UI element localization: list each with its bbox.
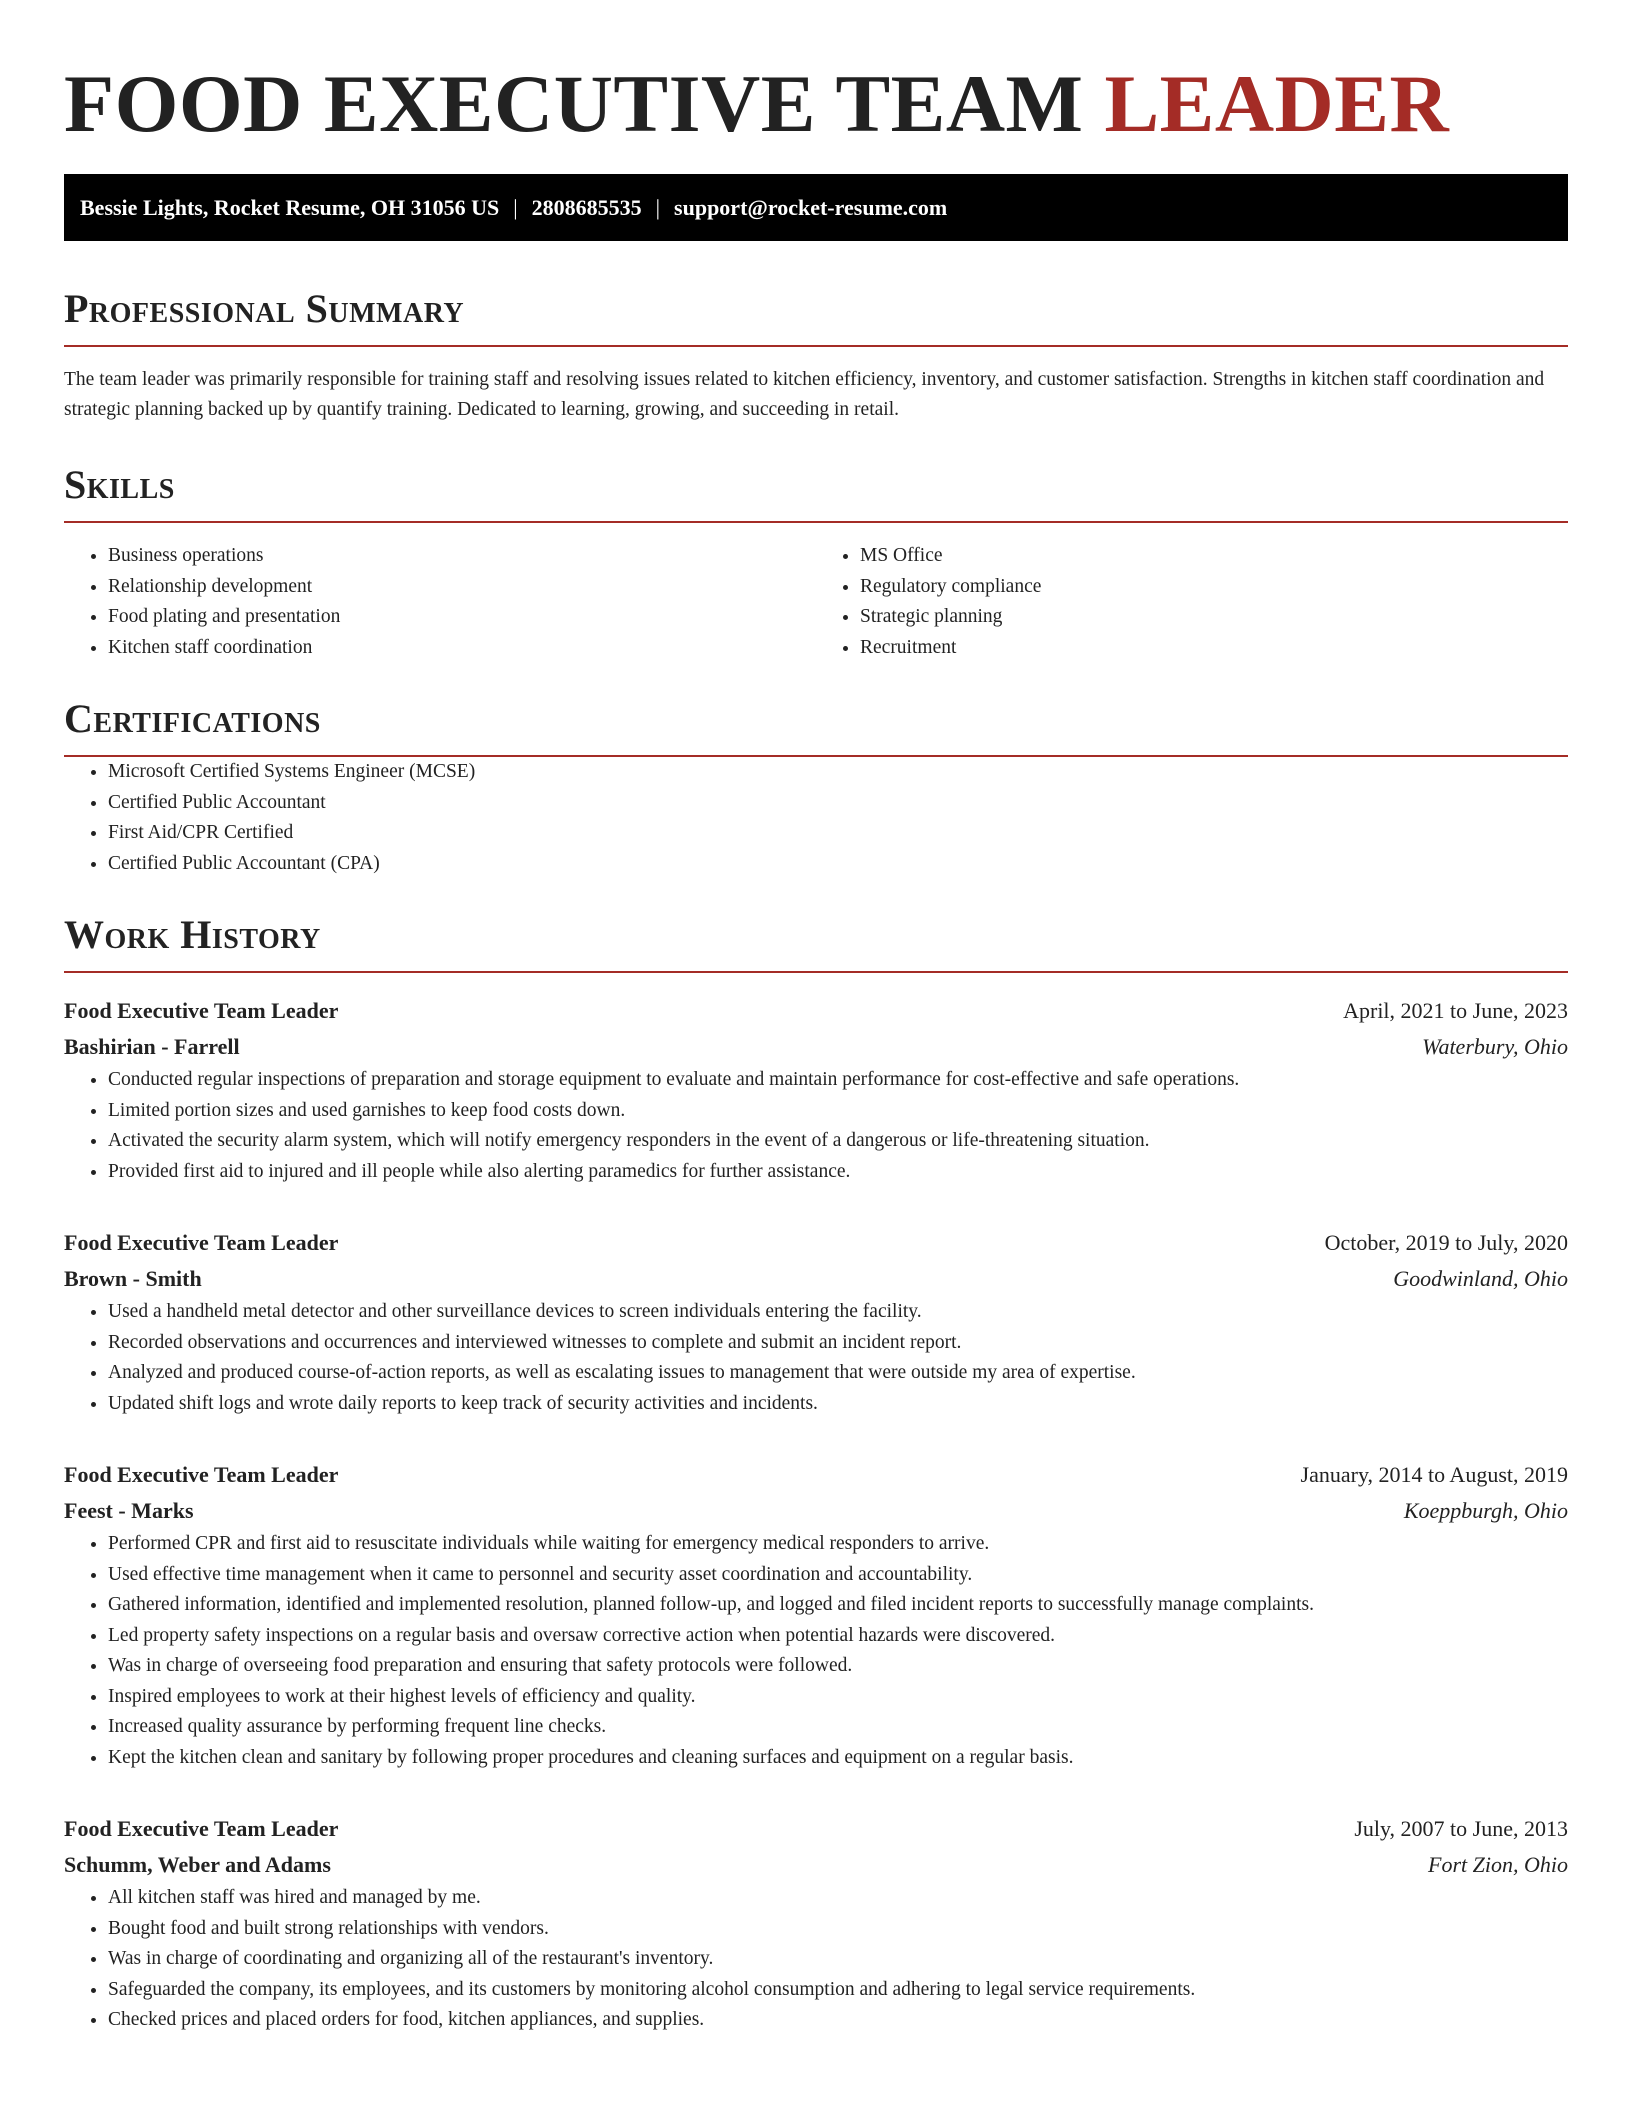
- skill-item: • Regulatory compliance: [860, 572, 1568, 603]
- job-bullet: • Performed CPR and first aid to resuscitate individuals while waiting for emergency medical responders to arrive.: [108, 1529, 1568, 1560]
- skill-item: • MS Office: [860, 541, 1568, 572]
- job-entry: [64, 993, 1568, 1187]
- job-dates: April, 2021 to June, 2023: [1343, 998, 1568, 1023]
- skill-item: • Recruitment: [860, 633, 1568, 664]
- job-entry: [64, 1457, 1568, 1773]
- job-bullet: • Increased quality assurance by performing frequent line checks.: [108, 1712, 1568, 1743]
- certifications-heading: Certifications: [64, 696, 321, 741]
- job-bullet: • Analyzed and produced course-of-action reports, as well as escalating issues to management that were outside my area of expertise.: [108, 1358, 1568, 1389]
- job-bullet: • Used effective time management when it came to personnel and security asset coordination and accountability.: [108, 1560, 1568, 1591]
- job-bullets: [64, 1297, 1568, 1419]
- job-bullet: • Conducted regular inspections of preparation and storage equipment to evaluate and maintain performance for cost-effective and safe operations.: [108, 1065, 1568, 1096]
- job-company-row: [64, 1493, 1568, 1529]
- job-title-row: [64, 1457, 1568, 1493]
- section-divider: [64, 521, 1568, 523]
- skill-item: • Kitchen staff coordination: [108, 633, 816, 664]
- name-accent: LEADER: [1104, 58, 1450, 149]
- job-bullet: • Bought food and built strong relationships with vendors.: [108, 1914, 1568, 1945]
- skills-columns: [64, 541, 1568, 663]
- contact-email: support@rocket-resume.com: [674, 194, 948, 220]
- job-bullet: • All kitchen staff was hired and managed by me.: [108, 1883, 1568, 1914]
- summary-text: The team leader was primarily responsible for training staff and resolving issues related to kitchen efficiency, inventory, and customer satisfaction. Strengths in kitchen staff coordination and strategic planning backed up by quantify training. Dedicated to learning, growing, and succeeding in retail.: [64, 369, 1545, 420]
- job-title: Food Executive Team Leader: [64, 998, 339, 1023]
- contact-separator: |: [655, 194, 661, 220]
- section-divider: [64, 345, 1568, 347]
- skill-item: • Food plating and presentation: [108, 602, 816, 633]
- job-bullet: • Updated shift logs and wrote daily reports to keep track of security activities and incidents.: [108, 1389, 1568, 1420]
- certification-item: • Microsoft Certified Systems Engineer (MCSE): [108, 757, 1568, 788]
- job-entry: [64, 1225, 1568, 1419]
- skill-item: • Strategic planning: [860, 602, 1568, 633]
- job-bullet: • Checked prices and placed orders for food, kitchen appliances, and supplies.: [108, 2005, 1568, 2036]
- job-title: Food Executive Team Leader: [64, 1816, 339, 1841]
- job-bullets: [64, 1883, 1568, 2036]
- job-bullet: • Recorded observations and occurrences and interviewed witnesses to complete and submit an incident report.: [108, 1328, 1568, 1359]
- certification-item: • Certified Public Accountant: [108, 788, 1568, 819]
- job-title: Food Executive Team Leader: [64, 1230, 339, 1255]
- job-bullet: • Provided first aid to injured and ill people while also alerting paramedics for further assistance.: [108, 1157, 1568, 1188]
- skills-list-left: [64, 541, 816, 663]
- job-company-row: [64, 1029, 1568, 1065]
- job-bullet: • Was in charge of overseeing food preparation and ensuring that safety protocols were followed.: [108, 1651, 1568, 1682]
- job-bullet: • Safeguarded the company, its employees, and its customers by monitoring alcohol consumption and adhering to legal service requirements.: [108, 1975, 1568, 2006]
- contact-phone: 2808685535: [531, 194, 642, 220]
- job-company: Bashirian - Farrell: [64, 1034, 240, 1059]
- job-location: Koeppburgh, Ohio: [1403, 1498, 1568, 1523]
- job-location: Waterbury, Ohio: [1422, 1034, 1568, 1059]
- summary-heading: Professional Summary: [64, 286, 465, 331]
- certification-item: • Certified Public Accountant (CPA): [108, 849, 1568, 880]
- job-bullet: • Gathered information, identified and implemented resolution, planned follow-up, and logged and filed incident reports to successfully manage complaints.: [108, 1590, 1568, 1621]
- skills-heading: Skills: [64, 462, 175, 507]
- job-company-row: [64, 1847, 1568, 1883]
- contact-separator: |: [513, 194, 518, 220]
- job-entry: [64, 1811, 1568, 2036]
- job-company-row: [64, 1261, 1568, 1297]
- job-bullets: [64, 1065, 1568, 1187]
- skill-item: • Relationship development: [108, 572, 816, 603]
- work-history-heading: Work History: [64, 912, 321, 957]
- job-dates: October, 2019 to July, 2020: [1324, 1230, 1568, 1255]
- certification-item: • First Aid/CPR Certified: [108, 818, 1568, 849]
- job-company: Feest - Marks: [64, 1498, 194, 1523]
- certifications-list: [64, 757, 1568, 879]
- resume-name-heading: [64, 0, 1568, 150]
- job-location: Goodwinland, Ohio: [1393, 1266, 1568, 1291]
- job-bullet: • Inspired employees to work at their highest levels of efficiency and quality.: [108, 1682, 1568, 1713]
- job-title-row: [64, 993, 1568, 1029]
- job-bullet: • Led property safety inspections on a regular basis and oversaw corrective action when potential hazards were discovered.: [108, 1621, 1568, 1652]
- skill-item: • Business operations: [108, 541, 816, 572]
- job-bullet: • Kept the kitchen clean and sanitary by following proper procedures and cleaning surfaces and equipment on a regular basis.: [108, 1743, 1568, 1774]
- job-company: Schumm, Weber and Adams: [64, 1852, 331, 1877]
- job-title-row: [64, 1225, 1568, 1261]
- job-bullet: • Used a handheld metal detector and other surveillance devices to screen individuals entering the facility.: [108, 1297, 1568, 1328]
- job-location: Fort Zion, Ohio: [1428, 1852, 1568, 1877]
- job-bullet: • Was in charge of coordinating and organizing all of the restaurant's inventory.: [108, 1944, 1568, 1975]
- job-bullet: • Limited portion sizes and used garnishes to keep food costs down.: [108, 1096, 1568, 1127]
- job-company: Brown - Smith: [64, 1266, 202, 1291]
- section-divider: [64, 971, 1568, 973]
- job-title: Food Executive Team Leader: [64, 1462, 339, 1487]
- job-title-row: [64, 1811, 1568, 1847]
- job-bullet: • Activated the security alarm system, which will notify emergency responders in the event of a dangerous or life-threatening situation.: [108, 1126, 1568, 1157]
- job-bullets: [64, 1529, 1568, 1773]
- skills-list-right: [816, 541, 1568, 663]
- job-dates: July, 2007 to June, 2013: [1354, 1816, 1568, 1841]
- name-main: FOOD EXECUTIVE TEAM: [64, 58, 1084, 149]
- job-dates: January, 2014 to August, 2019: [1300, 1462, 1568, 1487]
- contact-address: Bessie Lights, Rocket Resume, OH 31056 US: [80, 194, 500, 220]
- contact-bar: [64, 174, 1568, 241]
